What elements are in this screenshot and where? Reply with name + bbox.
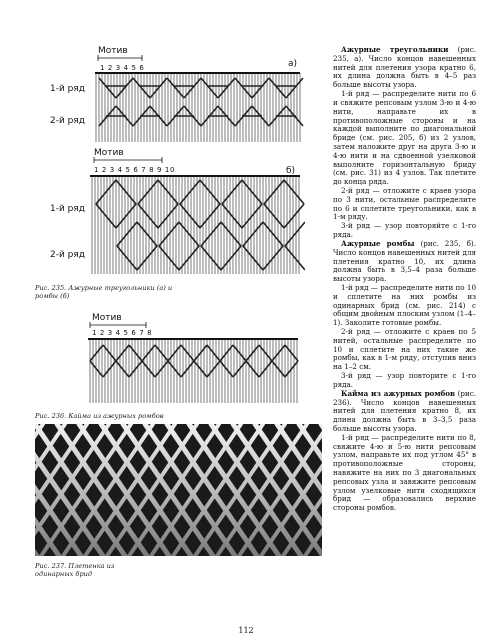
paragraph: 3-й ряд — узор повторите с 1-го ряда. (333, 371, 476, 389)
paragraph: 1-й ряд — распределите нити по 6 и свяжите репсовым узлом 3-ю и 4-ю нити, направьте их в противоположные стороны и на каждой выполните по диагональной бриде (см. рис. 205, б) из 2 узлов, затем наложите друг на друга 3-ю и 4-ю нити и на сдвоенной узелковой выполните горизонтальную бриду (см. рис. 31) из 4 узлов. Так плетите до конца ряда. (333, 89, 476, 187)
motif-label: Мотив (94, 148, 124, 158)
thread-numbers: 1 2 3 4 5 6 7 8 (92, 329, 153, 337)
border-diagram (50, 313, 305, 405)
row-2-label: 2-й ряд (50, 116, 86, 126)
triangles-diagram (50, 46, 305, 144)
paragraph: 1-й ряд — распределите нити по 10 и сплетите на них ромбы из одинарных брид (см. рис. 214) с общим двойным плоским узлом (1–4–1). Заколите готовые ромбы. (333, 282, 476, 328)
paragraph: 1-й ряд — распределите нити по 8, свяжите 4-ю и 5-ю нити репсовым узлом, направьте их под углом 45° в противоположные стороны, навяжите на них по 3 диагональных репсовых узла и завяжите репсовым узлом узелковые нити сходящихся брид — образовались верхние стороны ромбов. (333, 432, 476, 513)
paragraph: 2-й ряд — отложите с краев по 5 нитей, остальные распределите по 10 и сплетите на них такие же ромбы, как в 1-м ряду, отступив вниз на 1–2 см. (333, 327, 476, 372)
figure-235b (50, 148, 305, 276)
rhombs-diagram (50, 148, 305, 276)
paragraph-rhombs: Ажурные ромбы (рис. 235, б). Число концов навешенных нитей для плетения кратно 10, их длина должна быть в 3,5–4 раза больше высоты узора. (333, 238, 476, 284)
figure-235a (50, 46, 305, 144)
figure-236-caption: Рис. 236. Кайма из ажурных ромбов (35, 412, 164, 420)
heading-border: Кайма из ажурных ромбов (341, 388, 456, 398)
thread-numbers: 1 2 3 4 5 6 (100, 64, 145, 72)
motif-label: Мотив (98, 46, 128, 56)
figure-236 (50, 313, 305, 405)
figure-237-photo (35, 424, 322, 556)
paragraph-border: Кайма из ажурных ромбов (рис. 236). Число концов навешенных нитей для плетения кратно 8, их длина должна быть в 3–3,5 раза больше высоты узора. (333, 388, 476, 433)
row-2-label: 2-й ряд (50, 250, 86, 260)
figure-237-caption: Рис. 237. Плетенка из одинарных брид (35, 562, 115, 579)
row-1-label: 1-й ряд (50, 204, 86, 214)
figure-235-caption: Рис. 235. Ажурные треугольники (а) и ромбы (б) (35, 284, 173, 301)
heading-triangles: Ажурные треугольники (341, 45, 449, 54)
paragraph: 2-й ряд — отложите с краев узора по 3 нити, остальные распределите по 6 и сплетите треугольники, как в 1-м ряду. (333, 186, 476, 222)
page-number: 112 (238, 626, 254, 635)
thread-numbers: 1 2 3 4 5 6 7 8 9 10 (94, 166, 176, 174)
heading-rhombs: Ажурные ромбы (341, 238, 415, 248)
text-column (333, 46, 476, 513)
macrame-photo-texture (35, 424, 322, 556)
paragraph-triangles: Ажурные треугольники (рис. 235, а). Число концов навешенных нитей для плетения узора кратно 6, их длина должна быть в 4–5 раз больше высоты узора. (333, 45, 476, 90)
figure-letter: а) (288, 59, 298, 69)
paragraph: 3-й ряд — узор повторяйте с 1-го ряда. (333, 221, 476, 240)
figure-letter: б) (286, 166, 296, 176)
row-1-label: 1-й ряд (50, 84, 86, 94)
motif-label: Мотив (92, 313, 122, 323)
